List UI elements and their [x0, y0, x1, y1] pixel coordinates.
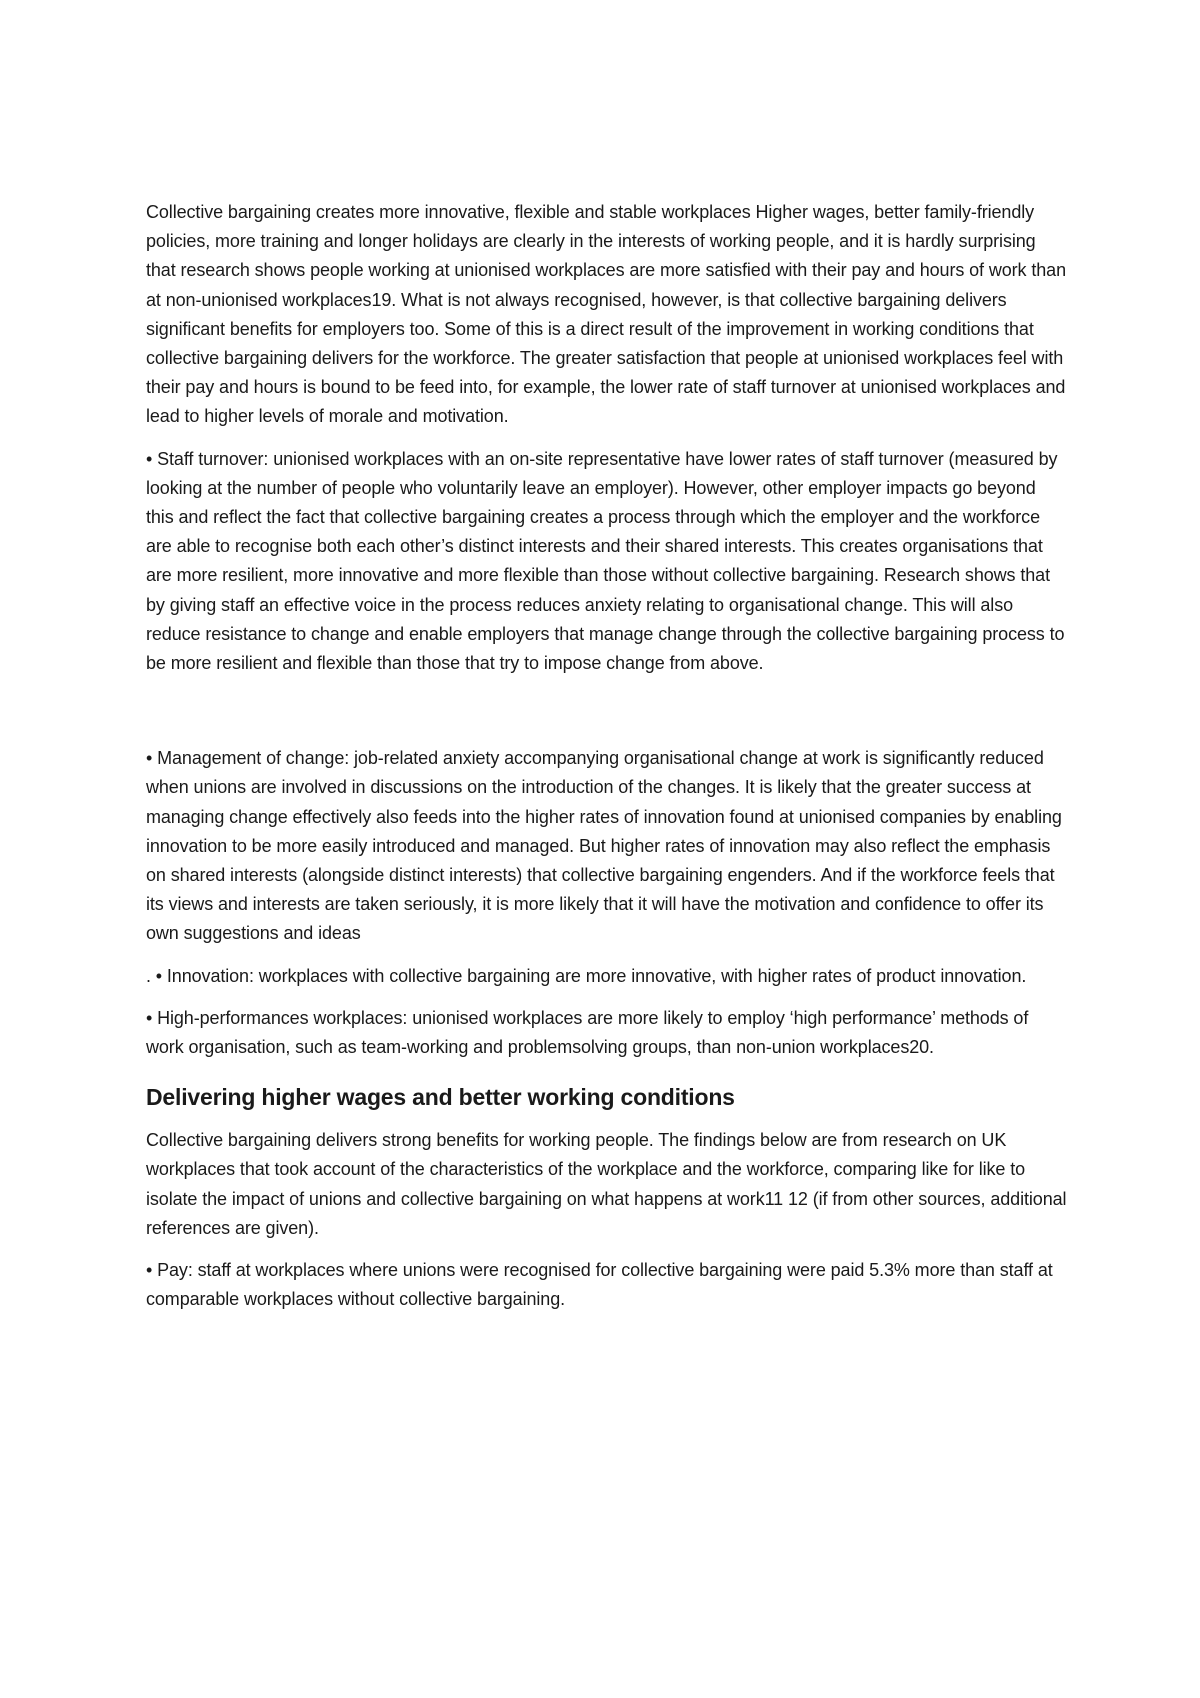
document-page: [146, 198, 1068, 1315]
management-of-change-paragraph: • Management of change: job-related anxiety accompanying organisational change at work is significantly reduced when unions are involved in discussions on the introduction of the changes. It is likely that the greater success at managing change effectively also feeds into the higher rates of innovation found at unionised companies by enabling innovation to be more easily introduced and managed. But higher rates of innovation may also reflect the emphasis on shared interests (alongside distinct interests) that collective bargaining engenders. And if the workforce feels that its views and interests are taken seriously, it is more likely that it will have the motivation and confidence to offer its own suggestions and ideas: [146, 748, 1062, 944]
benefits-paragraph: Collective bargaining delivers strong benefits for working people. The findings below are from research on UK workplaces that took account of the characteristics of the workplace and the workforce, comparing like for like to isolate the impact of unions and collective bargaining on what happens at work11 12 (if from other sources, additional references are given).: [146, 1130, 1067, 1238]
pay-paragraph: • Pay: staff at workplaces where unions were recognised for collective bargaining were paid 5.3% more than staff at comparable workplaces without collective bargaining.: [146, 1260, 1053, 1310]
intro-paragraph: Collective bargaining creates more innovative, flexible and stable workplaces Higher wages, better family-friendly policies, more training and longer holidays are clearly in the interests of working people, and it is hardly surprising that research shows people working at unionised workplaces are more satisfied with their pay and hours of work than at non-unionised workplaces19. What is not always recognised, however, is that collective bargaining delivers significant benefits for employers too. Some of this is a direct result of the improvement in working conditions that collective bargaining delivers for the workforce. The greater satisfaction that people at unionised workplaces feel with their pay and hours is bound to be feed into, for example, the lower rate of staff turnover at unionised workplaces and lead to higher levels of morale and motivation.: [146, 202, 1066, 427]
high-performance-paragraph: • High-performances workplaces: unionised workplaces are more likely to employ ‘high performance’ methods of work organisation, such as team-working and problemsolving groups, than non-union workplaces20.: [146, 1007, 1029, 1058]
innovation-paragraph: . • Innovation: workplaces with collective bargaining are more innovative, with higher rates of product innovation.: [146, 965, 1027, 986]
staff-turnover-paragraph: • Staff turnover: unionised workplaces with an on-site representative have lower rates of staff turnover (measured by looking at the number of people who voluntarily leave an employer). However, other employer impacts go beyond this and reflect the fact that collective bargaining creates a process through which the employer and the workforce are able to recognise both each other’s distinct interests and their shared interests. This creates organisations that are more resilient, more innovative and more flexible than those without collective bargaining. Research shows that by giving staff an effective voice in the process reduces anxiety relating to organisational change. This will also reduce resistance to change and enable employers that manage change through the collective bargaining process to be more resilient and flexible than those that try to impose change from above.: [146, 448, 1065, 674]
section-heading: Delivering higher wages and better working conditions: [146, 1084, 735, 1111]
